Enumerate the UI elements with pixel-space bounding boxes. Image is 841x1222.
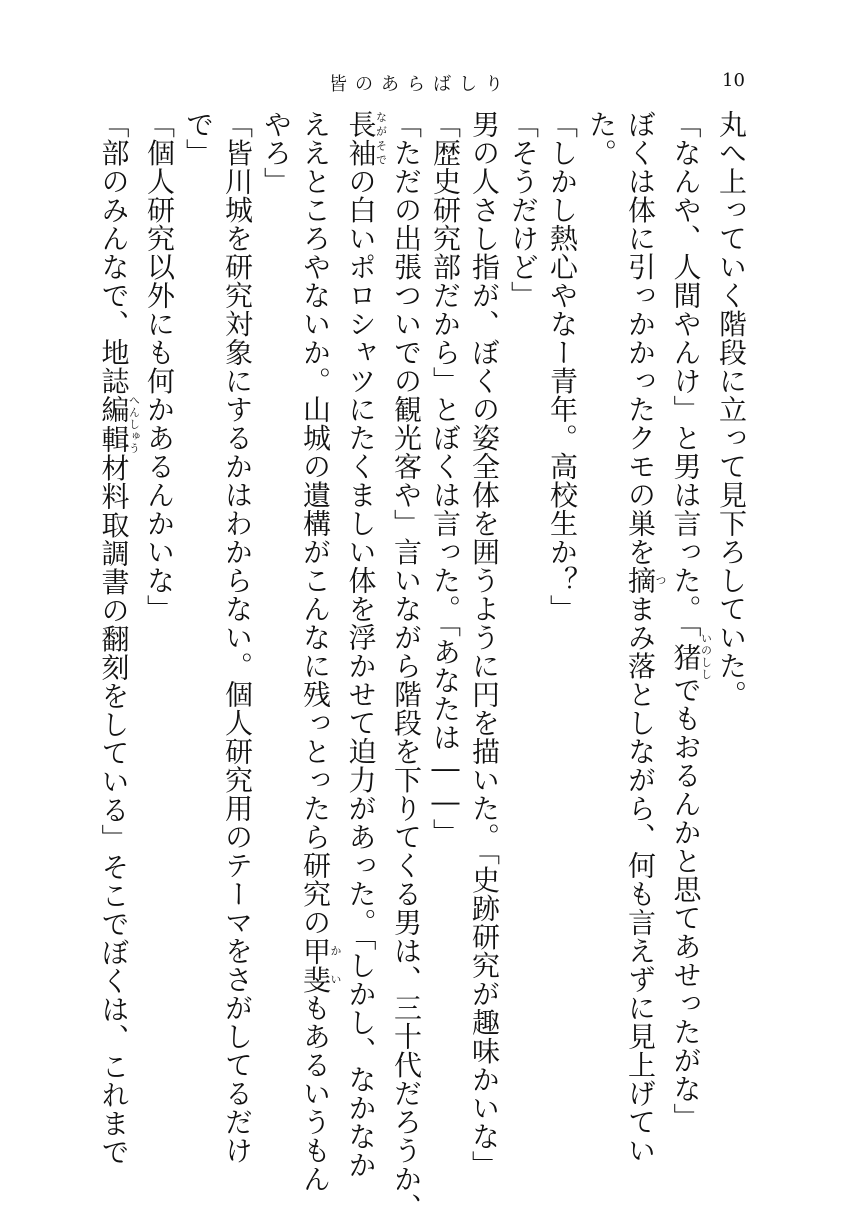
text-line: 「なんや、人間やんけ」と男は言った。「猪いのししでもおるんかと思てあせったがな」 bbox=[669, 110, 713, 1132]
page-number: 10 bbox=[722, 70, 745, 91]
text-line: 男の人さし指が、ぼくの姿全体を囲うように円を描いた。「史跡研究が趣味かいな」 bbox=[468, 110, 501, 1179]
ruby-annotation: 摘つ bbox=[624, 566, 667, 595]
running-head-title: 皆のあらばしり bbox=[329, 74, 511, 95]
text-line: 長袖ながそでの白いポロシャツにたくましい体を浮かせて迫力があった。「しかし、なかなか bbox=[344, 110, 388, 1179]
ruby-annotation: 編輯へんしゅう bbox=[97, 394, 141, 455]
text-line: 「部のみんなで、地誌編輯へんしゅう材料取調書の翻刻をしている」そこでぼくは、これまで bbox=[97, 110, 141, 1166]
text-line: 「個人研究以外にも何かあるんかいな」 bbox=[143, 110, 176, 623]
text-line: ぼくは体に引っかかったクモの巣を摘つまみ落としながら、何も言えずに見上げてい bbox=[624, 110, 667, 1165]
vertical-text-body bbox=[71, 110, 751, 1222]
ruby-annotation: 甲斐かい bbox=[299, 936, 342, 994]
text-line: やろ」 bbox=[260, 110, 293, 196]
text-line: 「そうだけど」 bbox=[507, 110, 540, 310]
text-line: 「しかし熱心やなー青年。高校生か？」 bbox=[546, 110, 579, 623]
text-line: 「皆川城を研究対象にするかはわからない。個人研究用のテーマをさがしてるだけ bbox=[221, 110, 254, 1165]
text-line: 「ただの出張ついでの観光客や」言いながら階段を下りてくる男は、三十代だろうか、 bbox=[390, 110, 423, 1222]
text-line: 「歴史研究部だから」とぼくは言った。「あなたは――」 bbox=[429, 110, 462, 847]
ruby-annotation: 猪いのしし bbox=[669, 632, 713, 681]
text-line: で」 bbox=[182, 110, 215, 167]
text-line: た。 bbox=[585, 110, 618, 167]
text-line: 丸へ上っていく階段に立って見下ろしていた。 bbox=[715, 110, 748, 709]
text-line: ええところやないか。山城の遺構がこんなに残っとったら研究の甲斐かいもあるいうもん bbox=[299, 110, 342, 1193]
ruby-annotation: 長袖ながそで bbox=[344, 110, 388, 167]
